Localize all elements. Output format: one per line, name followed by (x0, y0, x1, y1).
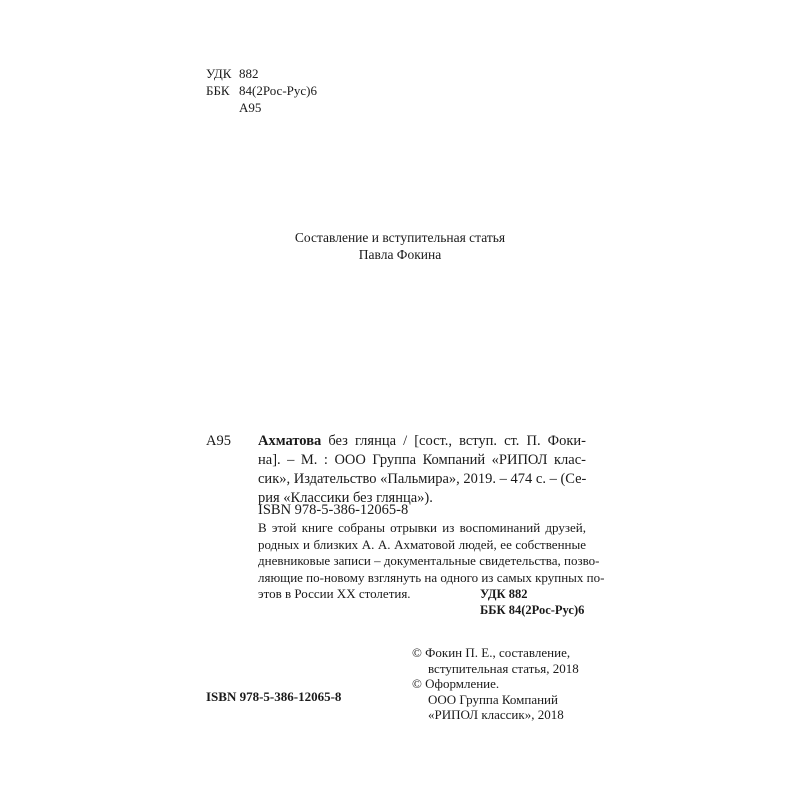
bbk-label: ББК (206, 83, 230, 98)
copyright-line-3: © Оформление. (412, 676, 500, 691)
annotation-line: родных и близких А. А. Ахматовой людей, ее собственные (258, 536, 586, 552)
bottom-classification (480, 586, 584, 618)
catalog-line-3: сик», Издательство «Пальмира», 2019. – 474 с. – (Се- (258, 471, 587, 487)
udk-value: 882 (239, 66, 259, 81)
copyright-line-5: «РИПОЛ классик», 2018 (428, 707, 564, 722)
author-mark: А95 (239, 100, 262, 115)
copyright-line-4: ООО Группа Компаний (428, 691, 558, 707)
annotation-line: этов в России XX столетия. (258, 586, 411, 601)
bottom-bbk: ББК 84(2Рос-Рус)6 (480, 603, 585, 617)
catalog-code: А95 (206, 433, 231, 449)
copyright-line-2: вступительная статья, 2018 (428, 660, 579, 676)
annotation-line: В этой книге собраны отрывки из воспоминаний друзей, (258, 520, 586, 535)
bbk-value: 84(2Рос-Рус)6 (239, 83, 317, 98)
annotation-line: дневниковые записи – документальные свидетельства, позво- (258, 553, 600, 568)
author-mark-row (206, 99, 317, 116)
bbk-row (206, 82, 317, 99)
compiler-line-1: Составление и вступительная статья (294, 230, 506, 245)
catalog-line-1-rest: без глянца / [сост., вступ. ст. П. Фоки- (321, 433, 586, 449)
classification-block (206, 65, 317, 116)
catalog-line-1 (258, 432, 586, 451)
bottom-udk: УДК 882 (480, 587, 528, 601)
copyright-line-1: © Фокин П. Е., составление, (412, 645, 571, 660)
annotation-line: ляющие по-новому взглянуть на одного из самых крупных по- (258, 569, 605, 585)
compiler-name: Павла Фокина (358, 247, 442, 262)
compiler-credit (200, 229, 600, 263)
isbn-bottom: ISBN 978-5-386-12065-8 (206, 689, 342, 704)
copyright-block (412, 645, 579, 723)
catalog-entry (258, 432, 586, 508)
udk-row (206, 65, 317, 82)
catalog-line-2: на]. – М. : ООО Группа Компаний «РИПОЛ клас- (258, 452, 586, 468)
udk-label: УДК (206, 66, 232, 81)
catalog-isbn: ISBN 978-5-386-12065-8 (258, 502, 409, 518)
catalog-author: Ахматова (258, 433, 322, 449)
catalog-line-4: рия «Классики без глянца»). (258, 490, 433, 506)
